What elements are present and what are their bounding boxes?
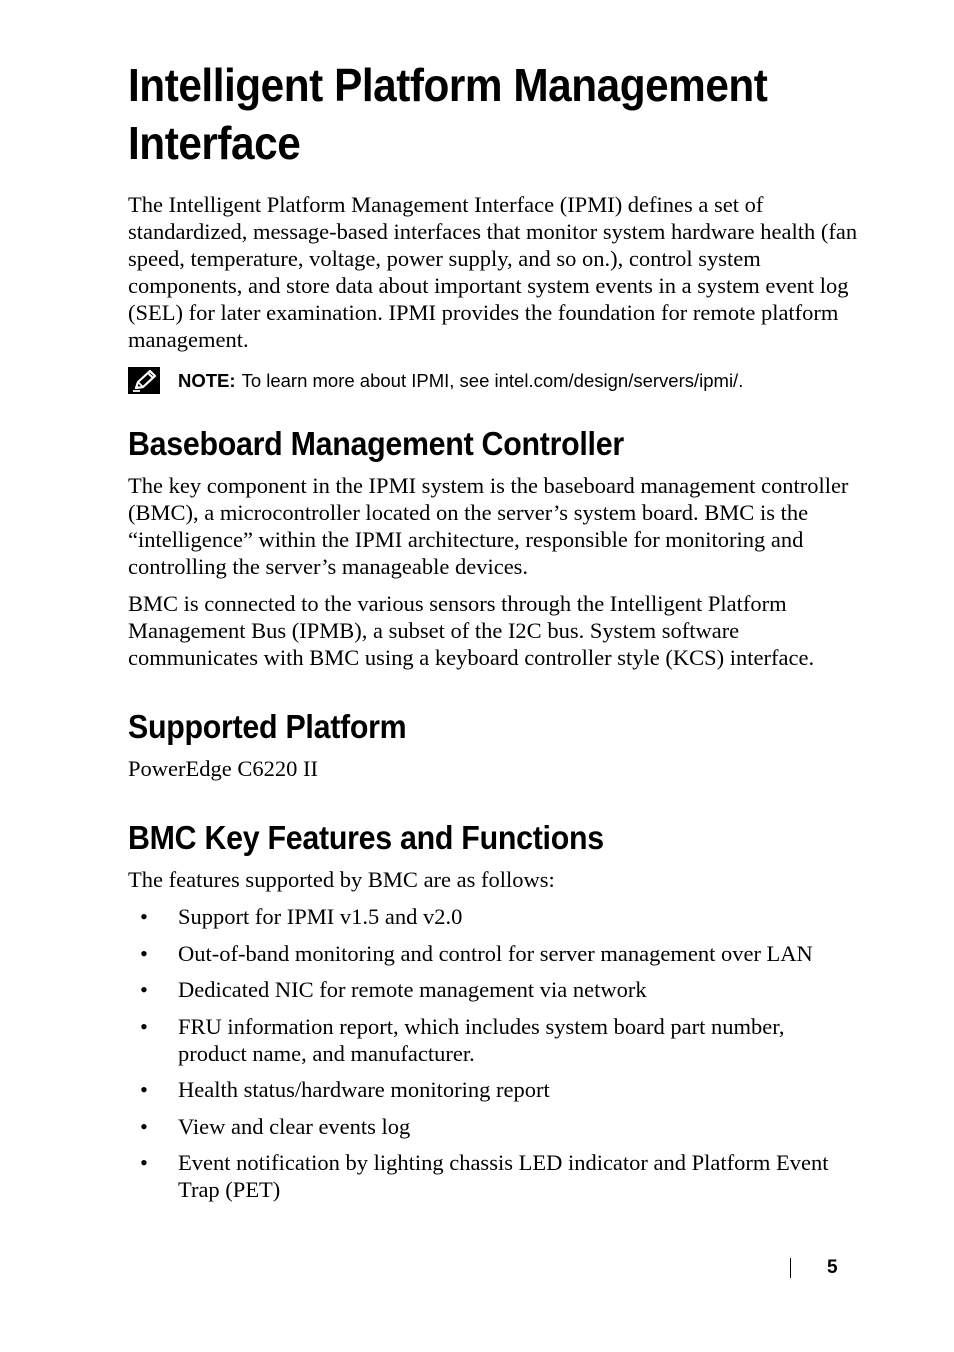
features-list xyxy=(128,903,858,1203)
list-item: • Out-of-band monitoring and control for server management over LAN xyxy=(140,940,813,966)
features-heading: BMC Key Features and Functions xyxy=(128,819,604,856)
page-title: Intelligent Platform Management Interface xyxy=(128,59,768,169)
note-text: To learn more about IPMI, see intel.com/design/servers/ipmi/. xyxy=(241,369,744,391)
bullet-icon: • xyxy=(140,1113,148,1139)
footer-divider xyxy=(790,1258,791,1278)
intro-paragraph: The Intelligent Platform Management Interface (IPMI) defines a set of standardized, message-based interfaces that monitor system hardware health (fan speed, temperature, voltage, power supply, and so on.), control system components, and store data about important system events in a system event log (SEL) for later examination. IPMI provides the foundation for remote platform management. xyxy=(128,192,858,352)
list-item: • View and clear events log xyxy=(140,1113,411,1139)
list-item: • Event notification by lighting chassis LED indicator and Platform Event Trap (PET) xyxy=(140,1150,829,1202)
bullet-icon: • xyxy=(140,1150,148,1175)
note-box xyxy=(128,367,858,394)
bullet-icon: • xyxy=(140,940,148,966)
bullet-icon: • xyxy=(140,1013,148,1039)
page-number: 5 xyxy=(827,1257,838,1278)
bullet-icon: • xyxy=(140,1077,148,1102)
bmc-paragraph-2: BMC is connected to the various sensors through the Intelligent Platform Management Bus (IPMB), a subset of the I2C bus. System software communicates with BMC using a keyboard controller style (KCS) interface. xyxy=(128,591,815,670)
document-page xyxy=(128,56,858,1213)
note-label: NOTE: xyxy=(178,369,236,391)
list-item: • Support for IPMI v1.5 and v2.0 xyxy=(140,904,463,929)
list-item: • Dedicated NIC for remote management via network xyxy=(140,977,647,1002)
supported-platform-text: PowerEdge C6220 II xyxy=(128,756,318,781)
bullet-icon: • xyxy=(140,977,148,1002)
list-item: • Health status/hardware monitoring report xyxy=(140,1077,550,1102)
bmc-paragraph-1: The key component in the IPMI system is the baseboard management controller (BMC), a microcontroller located on the server’s system board. BMC is the “intelligence” within the IPMI architecture, responsible for monitoring and controlling the server’s manageable devices. xyxy=(128,473,849,579)
list-item: • FRU information report, which includes system board part number, product name, and manufacturer. xyxy=(140,1013,785,1066)
supported-platform-heading: Supported Platform xyxy=(128,708,407,745)
bmc-heading: Baseboard Management Controller xyxy=(128,425,624,462)
page-footer xyxy=(790,1256,838,1280)
bullet-icon: • xyxy=(140,904,148,929)
features-intro: The features supported by BMC are as follows: xyxy=(128,867,555,892)
note-pencil-icon xyxy=(128,367,160,394)
